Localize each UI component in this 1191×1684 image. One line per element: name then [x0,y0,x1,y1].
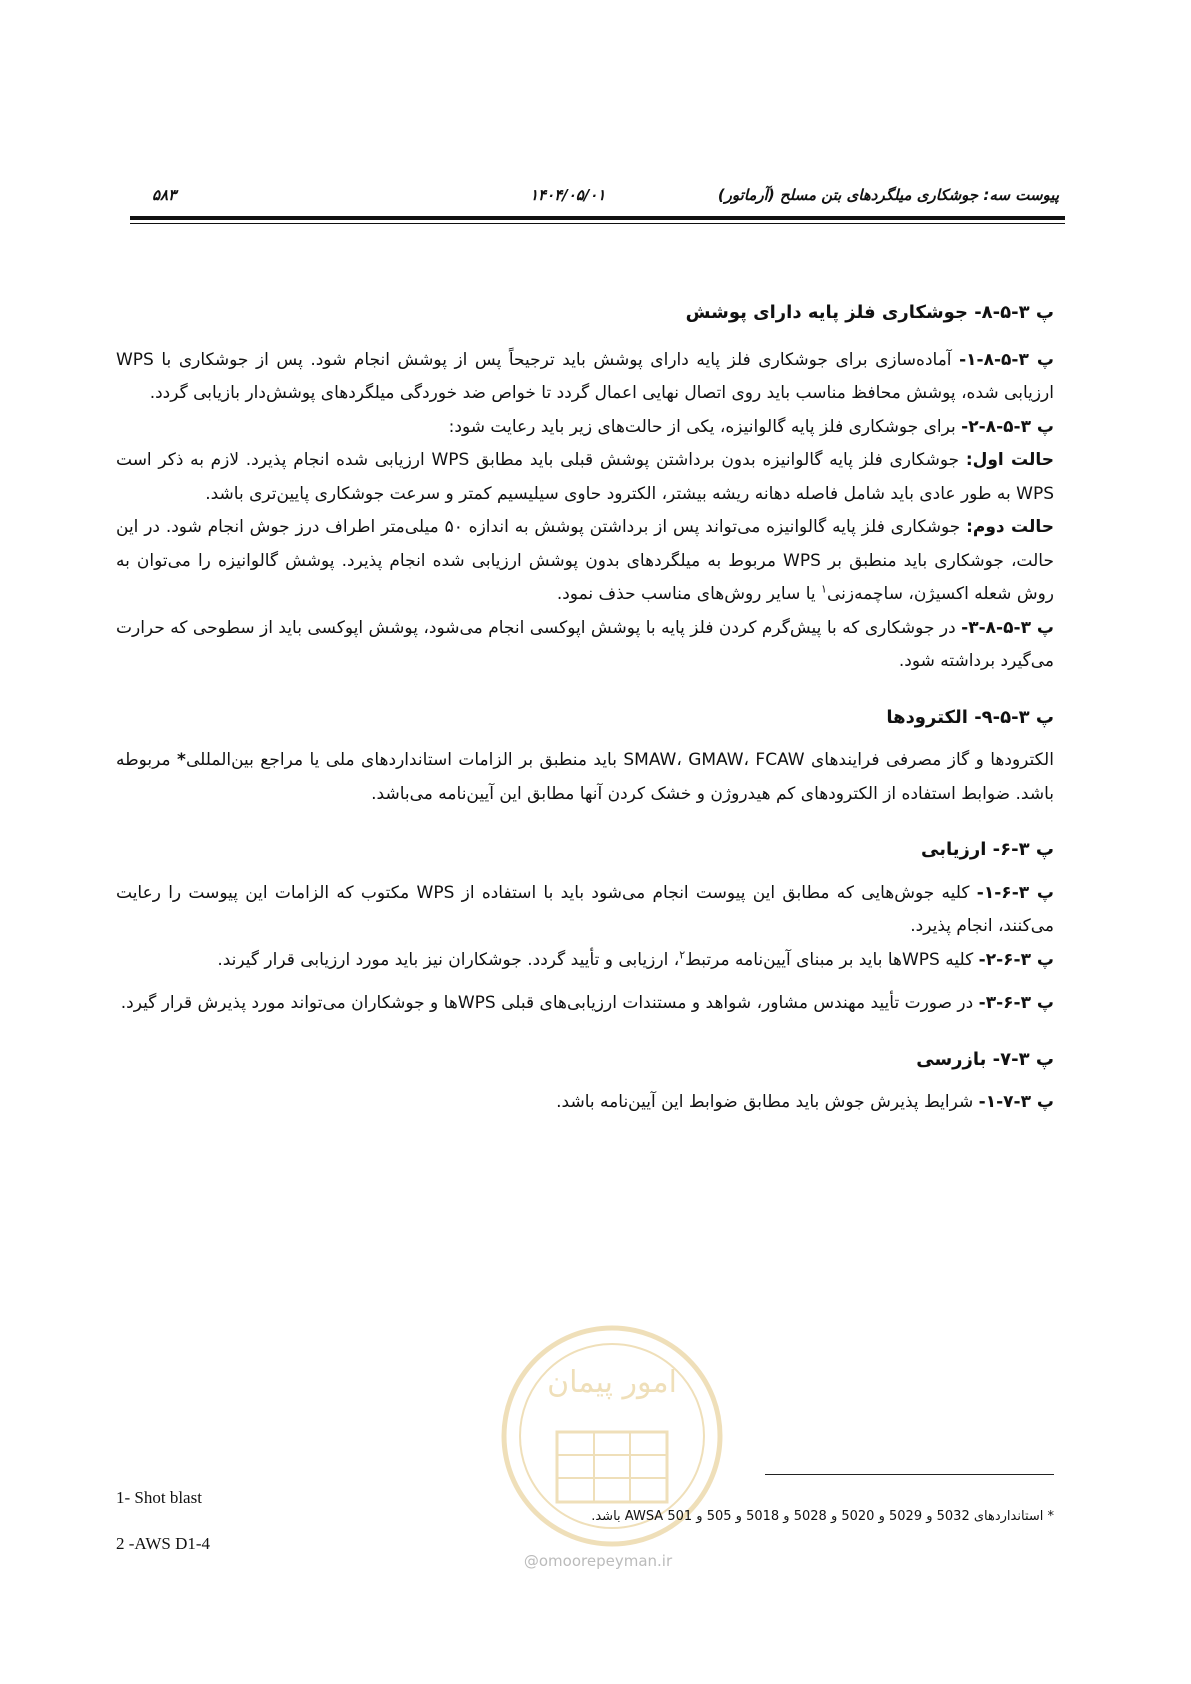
body-text-cont: مربوطه باشد. ضوابط استفاده از الکترودهای کم هیدروژن و خشک کردن آنها مطابق این آیین‌نامه می‌باشد. [116,750,1054,804]
section-title: پ ۳-۶- ارزیابی [921,839,1054,860]
footnote-1: 1- Shot blast [116,1488,202,1507]
clause-text: در صورت تأیید مهندس مشاور، شواهد و مستندات ارزیابی‌های قبلی WPSها و جوشکاران می‌تواند مورد پذیرش قرار گیرد. [120,993,979,1013]
clause-text: کلیه WPSها باید بر مبنای آیین‌نامه مرتبط [685,949,979,970]
footnote-star-note: * استانداردهای 5032 و 5029 و 5020 و 5028 و 5018 و 505 و AWSA 501 باشد. [591,1509,1054,1524]
case-paragraph [116,511,1054,612]
clause-number: پ ۳-۶-۱- [976,882,1054,903]
clause-paragraph [116,877,1054,944]
clause-text: برای جوشکاری فلز پایه گالوانیزه، یکی از حالت‌های زیر باید رعایت شود: [448,416,962,437]
case-label: حالت اول: [965,450,1054,470]
header-rule-thick [130,216,1065,220]
clause-paragraph [116,612,1054,679]
header-date: ۱۴۰۴/۰۵/۰۱ [530,186,606,204]
page-number: ۵۸۳ [152,186,177,204]
footnote-ref: ۱ [821,582,827,596]
body-paragraph [116,744,1054,811]
page-header [130,186,1065,212]
clause-number: پ ۳-۵-۸-۱- [959,349,1054,370]
case-text: جوشکاری فلز پایه گالوانیزه بدون برداشتن پوشش قبلی باید مطابق WPS ارزیابی شده انجام پذیرد. لازم به ذکر است WPS به طور عادی باید شامل فاصله دهانه ریشه بیشتر، الکترود حاوی سیلیسیم کمتر و سرعت جوشکاری پایین‌تری باشد. [116,450,1054,504]
clause-paragraph [116,1086,1054,1120]
case-paragraph [116,444,1054,511]
clause-number: پ ۳-۵-۸-۲- [961,416,1054,437]
clause-paragraph [116,411,1054,445]
clause-paragraph [116,987,1054,1021]
section-title: پ ۳-۵-۸- جوشکاری فلز پایه دارای پوشش [685,302,1054,323]
svg-text:امور پیمان: امور پیمان [547,1365,677,1400]
case-text-cont: یا سایر روش‌های مناسب حذف نمود. [556,584,822,604]
clause-number: پ ۳-۶-۳- [978,993,1054,1013]
footnote-ref: ۲ [679,947,686,961]
body-text: الکترودها و گاز مصرفی فرایندهای SMAW، GMAW، FCAW باید منطبق بر الزامات استانداردهای ملی یا مراجع بین‌المللی [185,750,1054,770]
document-body [116,296,1054,1120]
clause-number: پ ۳-۶-۲- [978,949,1054,970]
footnote-2: 2 -AWS D1-4 [116,1534,211,1553]
footnote-star: * [177,750,186,770]
section-title: پ ۳-۷- بازرسی [916,1048,1054,1070]
header-rule-thin [130,223,1065,224]
footnote-separator [765,1474,1054,1475]
clause-text: آماده‌سازی برای جوشکاری فلز پایه دارای پوشش باید ترجیحاً پس از پوشش انجام شود. پس از جوشکاری با WPS ارزیابی شده، پوشش محافظ مناسب باید روی اتصال نهایی اعمال گردد تا خواص ضد خوردگی میلگردهای پوشش‌دار بازیابی گردد. [116,349,1054,403]
case-label: حالت دوم: [966,517,1054,537]
clause-text: شرایط پذیرش جوش باید مطابق ضوابط این آیین‌نامه باشد. [556,1092,979,1112]
clause-text: کلیه جوش‌هایی که مطابق این پیوست انجام می‌شود باید با استفاده از WPS مکتوب که الزامات این پیوست را رعایت می‌کنند، انجام پذیرد. [116,882,1054,936]
clause-text-cont: ، ارزیابی و تأیید گردد. جوشکاران نیز باید مورد ارزیابی قرار گیرند. [217,949,680,970]
clause-text: در جوشکاری که با پیش‌گرم کردن فلز پایه با پوشش اپوکسی انجام می‌شود، پوشش اپوکسی باید از سطوحی که حرارت می‌گیرد برداشته شود. [116,617,1054,671]
watermark-site: @omoorepeyman.ir [523,1552,673,1570]
running-title: پیوست سه: جوشکاری میلگردهای بتن مسلح (آرماتور) [717,186,1059,204]
clause-number: پ ۳-۵-۸-۳- [961,617,1054,638]
case-text: جوشکاری فلز پایه گالوانیزه می‌تواند پس از برداشتن پوشش به اندازه ۵۰ میلی‌متر اطراف درز جوش انجام شود. در این حالت، جوشکاری باید منطبق بر WPS مربوط به میلگردهای بدون پوشش ارزیابی شده انجام پذیرد. پوشش گالوانیزه را می‌توان به روش شعله اکسیژن، ساچمه‌زنی [116,517,1054,604]
clause-paragraph [116,944,1054,978]
section-title: پ ۳-۵-۹- الکترودها [886,706,1054,728]
clause-number: پ ۳-۷-۱- [978,1092,1054,1112]
clause-paragraph [116,344,1054,411]
